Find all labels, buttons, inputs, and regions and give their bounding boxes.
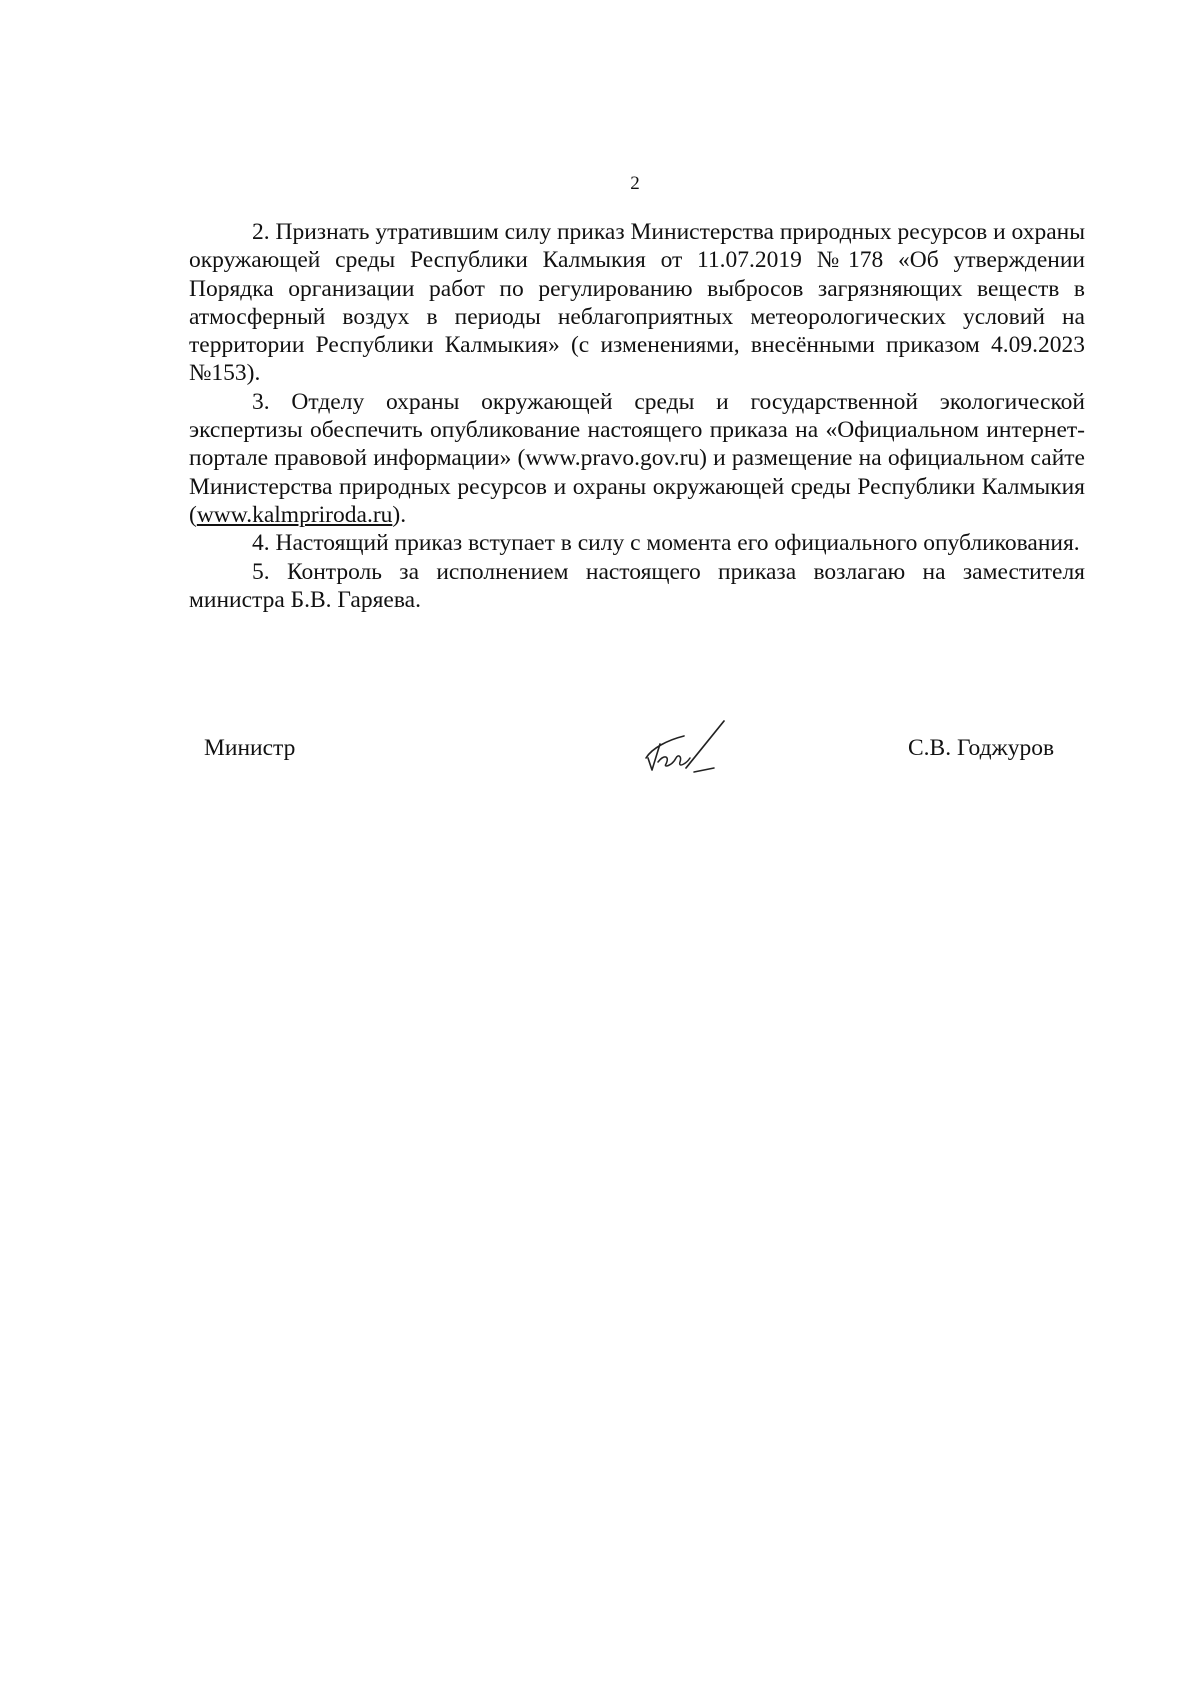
handwritten-signature [638,718,738,778]
paragraph-3 [189,388,1085,529]
signatory-role: Министр [204,735,296,761]
signatory-name: С.В. Годжуров [908,735,1055,761]
kalmpriroda-link[interactable]: www.kalmpriroda.ru [196,501,393,528]
paragraph-2: 2. Признать утратившим силу приказ Министерства природных ресурсов и охраны окружающей среды Республики Калмыкия от 11.07.2019 №178 «Об утверждении Порядка организации работ по регулированию выбросов загрязняющих веществ в атмосферный воздух в периоды неблагоприятных метеорологических условий на территории Республики Калмыкия» (с изменениями, внесёнными приказом 4.09.2023 №153). [189,219,1085,387]
paragraph-5: 5. Контроль за исполнением настоящего приказа возлагаю на заместителя министра Б.В. Гаряева. [189,558,1085,613]
document-body [189,218,1085,614]
paragraph-3-tail: ). [392,501,407,528]
paragraph-4: 4. Настоящий приказ вступает в силу с момента его официального опубликования. [252,530,1080,557]
paragraph-3-text: 3. Отделу охраны окружающей среды и государственной экологической экспертизы обеспечить опубликование настоящего приказа на «Официальном интернет-портале правовой информации» (www.pravo.gov.ru) и размещение на официальном сайте Министерства природных ресурсов и охраны окружающей среды Республики Калмыкия ( [189,388,1085,528]
page-number: 2 [630,173,640,194]
